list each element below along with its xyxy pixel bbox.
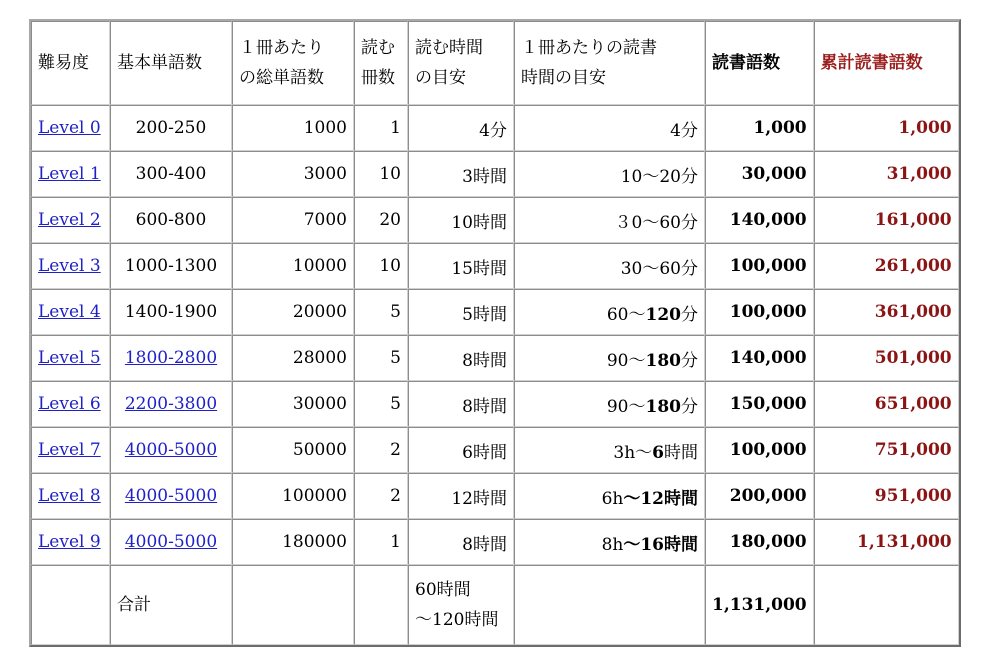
time-per-book-text: 30〜60分 — [620, 258, 698, 279]
level-cell — [31, 289, 110, 335]
total-words-cell: 100000 — [232, 473, 354, 519]
level-cell — [31, 151, 110, 197]
level-cell — [31, 473, 110, 519]
level-cell — [31, 519, 110, 565]
total-empty-cell — [814, 565, 959, 645]
total-empty-cell — [31, 565, 110, 645]
time-per-book-bold: 〜16時間 — [623, 534, 698, 555]
cumulative-words-cell: 951,000 — [814, 473, 959, 519]
total-words-cell: 7000 — [232, 197, 354, 243]
books-cell: 10 — [354, 243, 408, 289]
cumulative-words-cell: 651,000 — [814, 381, 959, 427]
time-per-book-cell — [514, 519, 705, 565]
words-read-cell: 100,000 — [705, 289, 814, 335]
cumulative-words-cell: 31,000 — [814, 151, 959, 197]
level-link[interactable]: Level 9 — [38, 532, 101, 552]
reading-time-cell: 4分 — [408, 105, 514, 151]
reading-time-cell: 12時間 — [408, 473, 514, 519]
basic-words-link[interactable]: 1800-2800 — [124, 348, 218, 368]
total-row — [31, 565, 959, 645]
time-per-book-text: ３0〜60分 — [614, 212, 698, 233]
reading-time-cell: 5時間 — [408, 289, 514, 335]
reading-time-cell: 6時間 — [408, 427, 514, 473]
level-cell — [31, 197, 110, 243]
cumulative-words-cell: 261,000 — [814, 243, 959, 289]
cumulative-words-cell: 1,000 — [814, 105, 959, 151]
basic-words-link[interactable]: 4000-5000 — [124, 532, 218, 552]
table-row — [31, 243, 959, 289]
words-read-cell: 140,000 — [705, 197, 814, 243]
time-per-book-cell — [514, 289, 705, 335]
table-row — [31, 427, 959, 473]
time-per-book-bold: 6 — [652, 442, 664, 463]
level-link[interactable]: Level 8 — [38, 486, 101, 506]
time-per-book-cell — [514, 381, 705, 427]
level-link[interactable]: Level 5 — [38, 348, 101, 368]
words-read-cell: 100,000 — [705, 427, 814, 473]
books-cell: 1 — [354, 519, 408, 565]
total-words-cell: 28000 — [232, 335, 354, 381]
time-per-book-text: 10〜20分 — [620, 166, 698, 187]
cumulative-words-cell: 501,000 — [814, 335, 959, 381]
total-empty-cell — [232, 565, 354, 645]
words-read-cell: 180,000 — [705, 519, 814, 565]
header-reading-time: 読む時間 の目安 — [408, 21, 514, 105]
books-cell: 2 — [354, 473, 408, 519]
words-read-cell: 1,000 — [705, 105, 814, 151]
total-empty-cell — [514, 565, 705, 645]
time-per-book-text: 90〜 — [606, 396, 646, 417]
reading-plan-table — [29, 19, 961, 647]
total-words-cell: 30000 — [232, 381, 354, 427]
time-per-book-suffix: 分 — [681, 350, 698, 371]
level-link[interactable]: Level 3 — [38, 256, 101, 276]
table-row — [31, 473, 959, 519]
cumulative-words-cell: 1,131,000 — [814, 519, 959, 565]
basic-words-cell: 1400-1900 — [110, 289, 232, 335]
level-cell — [31, 381, 110, 427]
cumulative-words-cell: 361,000 — [814, 289, 959, 335]
basic-words-cell: 200-250 — [110, 105, 232, 151]
level-link[interactable]: Level 1 — [38, 164, 101, 184]
books-cell: 5 — [354, 335, 408, 381]
basic-words-cell — [110, 335, 232, 381]
basic-words-link[interactable]: 4000-5000 — [124, 486, 218, 506]
words-read-cell: 200,000 — [705, 473, 814, 519]
time-per-book-suffix: 時間 — [664, 442, 698, 463]
level-link[interactable]: Level 6 — [38, 394, 101, 414]
time-per-book-text: 6h — [601, 488, 624, 509]
table-row — [31, 197, 959, 243]
time-per-book-bold: 180 — [645, 350, 681, 371]
basic-words-cell — [110, 381, 232, 427]
table-row — [31, 289, 959, 335]
time-per-book-cell — [514, 105, 705, 151]
table-row — [31, 519, 959, 565]
books-cell: 5 — [354, 289, 408, 335]
words-read-cell: 100,000 — [705, 243, 814, 289]
basic-words-cell — [110, 473, 232, 519]
total-reading-time: 60時間 〜120時間 — [408, 565, 514, 645]
table-row — [31, 105, 959, 151]
words-read-cell: 140,000 — [705, 335, 814, 381]
header-row — [31, 21, 959, 105]
level-link[interactable]: Level 4 — [38, 302, 101, 322]
level-cell — [31, 105, 110, 151]
total-words-cell: 180000 — [232, 519, 354, 565]
total-words-cell: 50000 — [232, 427, 354, 473]
table-row — [31, 381, 959, 427]
basic-words-cell: 300-400 — [110, 151, 232, 197]
time-per-book-cell — [514, 197, 705, 243]
basic-words-link[interactable]: 4000-5000 — [124, 440, 218, 460]
table-body — [31, 105, 959, 565]
cumulative-words-cell: 161,000 — [814, 197, 959, 243]
basic-words-cell — [110, 519, 232, 565]
time-per-book-suffix: 分 — [681, 396, 698, 417]
reading-time-cell: 8時間 — [408, 335, 514, 381]
time-per-book-text: 8h — [601, 534, 624, 555]
basic-words-link[interactable]: 2200-3800 — [124, 394, 218, 414]
time-per-book-bold: 120 — [645, 304, 681, 325]
time-per-book-cell — [514, 151, 705, 197]
level-cell — [31, 335, 110, 381]
basic-words-cell — [110, 427, 232, 473]
total-empty-cell — [354, 565, 408, 645]
basic-words-cell: 600-800 — [110, 197, 232, 243]
time-per-book-text: 60〜 — [606, 304, 646, 325]
time-per-book-text: 90〜 — [606, 350, 646, 371]
time-per-book-cell — [514, 473, 705, 519]
total-words-cell: 3000 — [232, 151, 354, 197]
total-words-cell: 10000 — [232, 243, 354, 289]
header-words-read: 読書語数 — [705, 21, 814, 105]
time-per-book-text: 3h〜 — [613, 442, 653, 463]
level-link[interactable]: Level 2 — [38, 210, 101, 230]
reading-time-cell: 8時間 — [408, 519, 514, 565]
basic-words-cell: 1000-1300 — [110, 243, 232, 289]
total-words-cell: 20000 — [232, 289, 354, 335]
words-read-cell: 30,000 — [705, 151, 814, 197]
books-cell: 10 — [354, 151, 408, 197]
books-cell: 5 — [354, 381, 408, 427]
total-words-read: 1,131,000 — [705, 565, 814, 645]
total-label: 合計 — [110, 565, 232, 645]
total-words-cell: 1000 — [232, 105, 354, 151]
header-basic-words: 基本単語数 — [110, 21, 232, 105]
level-cell — [31, 427, 110, 473]
header-books-to-read: 読む 冊数 — [354, 21, 408, 105]
books-cell: 20 — [354, 197, 408, 243]
time-per-book-cell — [514, 243, 705, 289]
reading-time-cell: 15時間 — [408, 243, 514, 289]
header-time-per-book: １冊あたりの読書 時間の目安 — [514, 21, 705, 105]
table-row — [31, 335, 959, 381]
level-link[interactable]: Level 0 — [38, 118, 101, 138]
reading-time-cell: 8時間 — [408, 381, 514, 427]
header-total-words-per-book: １冊あたり の総単語数 — [232, 21, 354, 105]
books-cell: 2 — [354, 427, 408, 473]
time-per-book-cell — [514, 335, 705, 381]
time-per-book-cell — [514, 427, 705, 473]
cumulative-words-cell: 751,000 — [814, 427, 959, 473]
time-per-book-suffix: 4分 — [670, 120, 698, 141]
books-cell: 1 — [354, 105, 408, 151]
header-cumulative-words: 累計読書語数 — [814, 21, 959, 105]
reading-plan-table-wrapper — [29, 19, 961, 647]
header-difficulty: 難易度 — [31, 21, 110, 105]
time-per-book-suffix: 分 — [681, 304, 698, 325]
time-per-book-bold: 180 — [645, 396, 681, 417]
level-cell — [31, 243, 110, 289]
time-per-book-bold: 〜12時間 — [623, 488, 698, 509]
reading-time-cell: 10時間 — [408, 197, 514, 243]
words-read-cell: 150,000 — [705, 381, 814, 427]
level-link[interactable]: Level 7 — [38, 440, 101, 460]
table-row — [31, 151, 959, 197]
reading-time-cell: 3時間 — [408, 151, 514, 197]
